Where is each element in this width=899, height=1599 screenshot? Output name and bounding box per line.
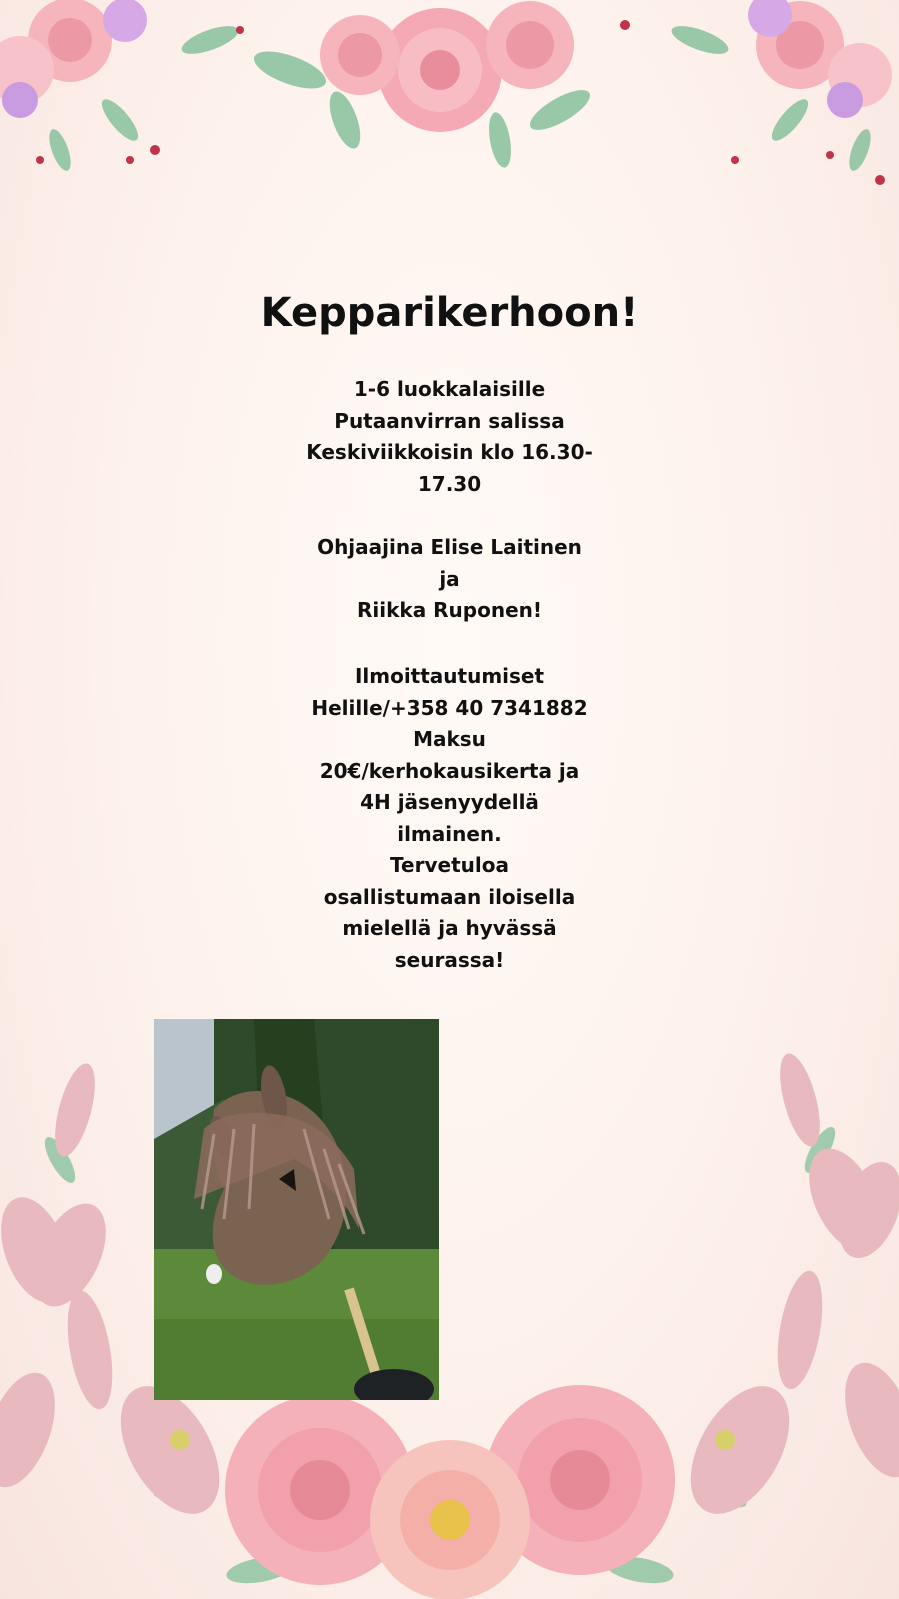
signup-line: 20€/kerhokausikerta ja	[319, 758, 580, 783]
hobby-horse-photo	[154, 1019, 439, 1400]
signup-line: Helille/+358 40 7341882	[311, 695, 588, 720]
page-title: Kepparikerhoon!	[260, 290, 639, 336]
instructors-line: Ohjaajina Elise Laitinen	[317, 535, 582, 559]
signup-line: Maksu	[413, 727, 486, 751]
signup-line: seurassa!	[394, 947, 505, 972]
signup-line: Tervetuloa	[390, 853, 509, 877]
top-flower-garland	[0, 0, 899, 200]
instructors-line: Riikka Ruponen!	[356, 598, 543, 622]
signup-line: 4H jäsenyydellä	[360, 790, 539, 814]
instructors-line: ja	[439, 566, 460, 591]
signup-line: mielellä ja hyvässä	[342, 916, 557, 940]
signup-line: osallistumaan iloisella	[323, 884, 576, 909]
instructors-block	[0, 532, 899, 627]
info-block	[0, 374, 899, 500]
info-line: Putaanvirran salissa	[334, 408, 565, 433]
info-line: Keskiviikkoisin klo 16.30-	[306, 440, 593, 464]
bottom-flower-garland	[0, 1050, 899, 1599]
signup-block	[0, 661, 899, 976]
info-line: 17.30	[417, 471, 482, 496]
info-line: 1-6 luokkalaisille	[353, 377, 546, 401]
signup-line: Ilmoittautumiset	[354, 664, 545, 688]
signup-line: ilmainen.	[397, 821, 502, 846]
